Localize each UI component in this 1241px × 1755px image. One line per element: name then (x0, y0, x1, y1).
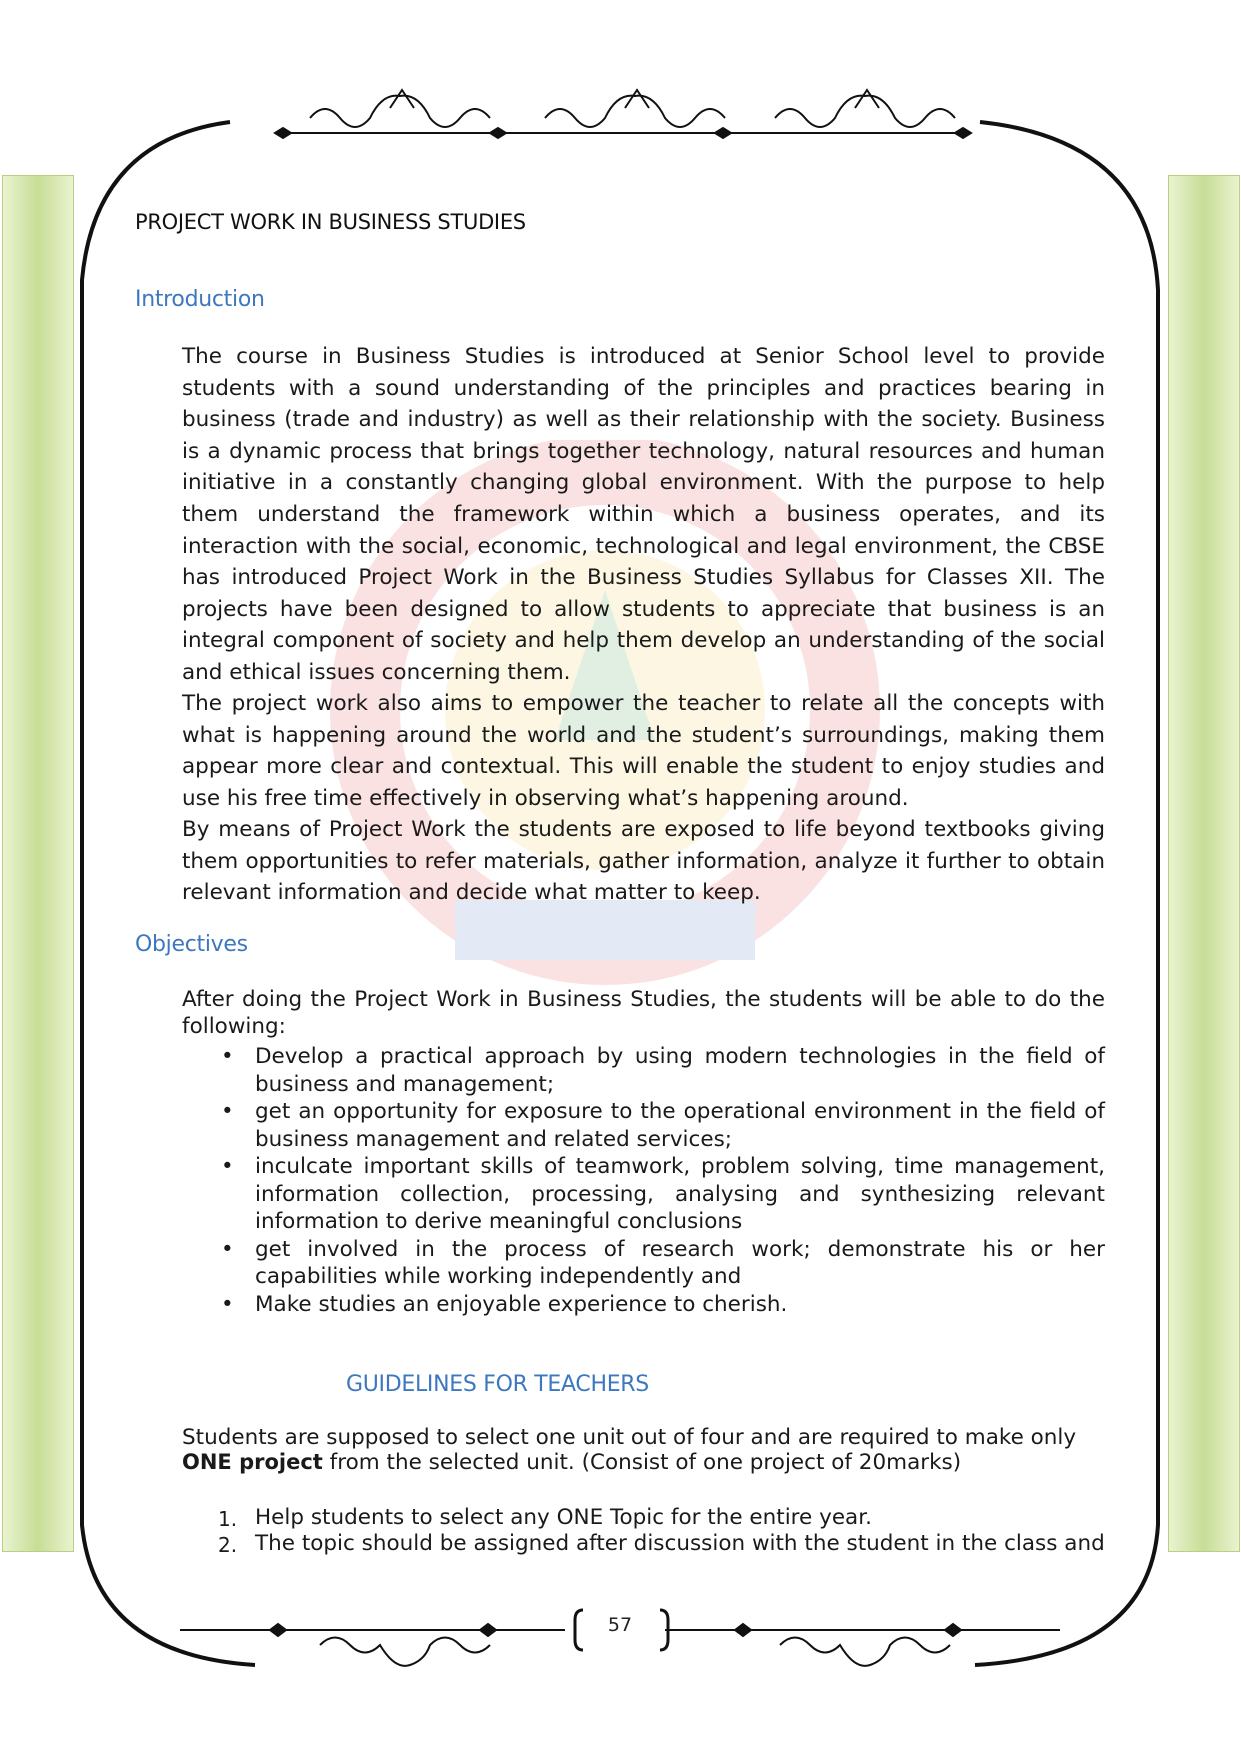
introduction-paragraph-1: The course in Business Studies is introduced at Senior School level to provide students with a sound understanding of the principles and practices bearing in business (trade and industry) as well as their relationship with the society. Business is a dynamic process that brings together technology, natural resources and human initiative in a constantly changing global environment. With the purpose to help them understand the framework within which a business operates, and its interaction with the social, economic, technological and legal environment, the CBSE has introduced Project Work in the Business Studies Syllabus for Classes XII. The projects have been designed to allow students to appreciate that business is an integral component of society and help them develop an understanding of the social and ethical issues concerning them. (182, 344, 1105, 685)
list-item: • Make studies an enjoyable experience to cherish. (221, 1291, 788, 1317)
bullet-icon: • (221, 1291, 234, 1317)
guidelines-lead: Students are supposed to select one unit out of four and are required to make only ONE project from the selected unit. (Consist of one project of 20marks) (182, 1425, 1077, 1475)
introduction-heading: Introduction (135, 287, 265, 312)
list-item: • get involved in the process of research work; demonstrate his or her capabilities while working independently and (221, 1236, 1105, 1289)
introduction-paragraph-3: By means of Project Work the students are exposed to life beyond textbooks giving them opportunities to refer materials, gather information, analyze it further to obtain relevant information and decide what matter to keep. (182, 817, 1105, 906)
one-project-emphasis: ONE project (182, 1450, 323, 1474)
objectives-heading: Objectives (135, 932, 248, 957)
list-item: • Develop a practical approach by using modern technologies in the field of business and management; (221, 1044, 1105, 1097)
objectives-list (182, 1043, 1105, 1318)
list-item: 2. The topic should be assigned after discussion with the student in the class and (218, 1531, 1105, 1557)
bullet-icon: • (221, 1154, 234, 1179)
introduction-paragraph-2: The project work also aims to empower the teacher to relate all the concepts with what is happening around the world and the student’s surroundings, making them appear more clear and contextual. This will enable the student to enjoy studies and use his free time effectively in observing what’s happening around. (182, 691, 1105, 811)
page-number: 57 (607, 1614, 633, 1636)
list-item: • get an opportunity for exposure to the operational environment in the field of business management and related services; (221, 1099, 1105, 1152)
page-title: PROJECT WORK IN BUSINESS STUDIES (135, 210, 526, 234)
bullet-icon: • (221, 1099, 234, 1124)
list-item: 1. Help students to select any ONE Topic for the entire year. (218, 1505, 872, 1531)
bullet-icon: • (221, 1044, 234, 1069)
list-item: • inculcate important skills of teamwork, problem solving, time management, information collection, processing, analysing and synthesizing relevant information to derive meaningful conclusions (221, 1154, 1105, 1234)
top-ornament (275, 90, 971, 138)
guidelines-heading: GUIDELINES FOR TEACHERS (346, 1372, 649, 1397)
item-number: 2. (218, 1533, 238, 1557)
guidelines-list (182, 1505, 1105, 1557)
objectives-lead: After doing the Project Work in Business Studies, the students will be able to do the following: (182, 987, 1105, 1039)
bullet-icon: • (221, 1236, 234, 1262)
item-number: 1. (218, 1507, 238, 1531)
